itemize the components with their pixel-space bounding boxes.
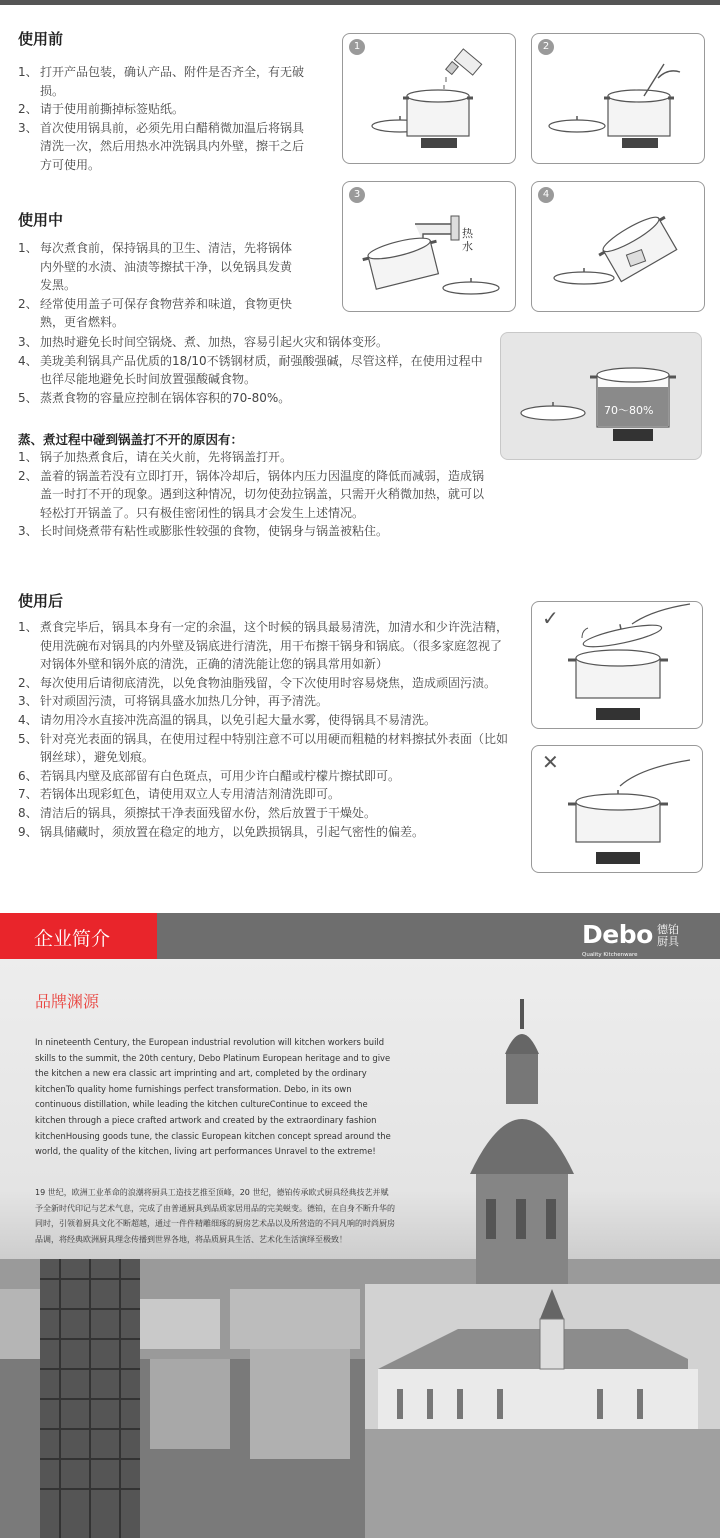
list-item bbox=[18, 618, 508, 674]
list-item-text: 美珑美利锅具产品优质的18/10不锈钢材质，耐强酸强碱，尽管这样，在使用过程中也徉尽能地避免长时间放置强酸碱食物。 bbox=[40, 353, 483, 387]
before-list bbox=[18, 63, 310, 175]
list-item-number: 9、 bbox=[18, 824, 38, 839]
list-item bbox=[18, 239, 300, 295]
capacity-label: 70～80% bbox=[604, 404, 654, 417]
list-item-text: 锅子加热煮食后，请在关火前，先将锅盖打开。 bbox=[40, 450, 293, 464]
list-item-number: 3、 bbox=[18, 120, 38, 135]
step-badge: 3 bbox=[349, 187, 365, 203]
figure-capacity bbox=[500, 332, 702, 460]
wrong-mark: ✕ bbox=[542, 750, 559, 774]
stir-pot-illustration bbox=[532, 34, 705, 164]
list-item-text: 针对顽固污渍，可将锅具盛水加热几分钟，再予清洗。 bbox=[40, 694, 329, 709]
list-item bbox=[18, 692, 508, 711]
list-item-number: 5、 bbox=[18, 731, 38, 746]
list-item-text: 加热时避免长时间空锅烧、煮、加热，容易引起火灾和锅体变形。 bbox=[40, 335, 389, 349]
hot-water-label: 热水 bbox=[462, 227, 473, 253]
list-item-number: 3、 bbox=[18, 694, 38, 709]
list-item bbox=[18, 448, 488, 467]
list-item bbox=[18, 295, 300, 332]
list-item-number: 5、 bbox=[18, 390, 38, 405]
brand-title: 品牌渊源 bbox=[35, 992, 100, 1011]
list-item-number: 3、 bbox=[18, 524, 38, 539]
list-item bbox=[18, 333, 488, 352]
list-item-text: 煮食完毕后，锅具本身有一定的余温，这个时候的锅具最易清洗，加清水和少许洗洁精，使用洗碗布对锅具的内外壁及锅底进行清洗，用干布擦干锅身和锅底。（很多家庭忽视了对锅体外壁和锅外底的清洗，正确的清洗能让您的锅具常用如新） bbox=[40, 620, 509, 672]
list-item-text: 针对亮光表面的锅具，在使用过程中特别注意不可以用硬而粗糙的材料擦拭外表面（比如钢丝球），避免划痕。 bbox=[40, 731, 509, 765]
list-item-number: 2、 bbox=[18, 468, 38, 483]
list-item-text: 每次使用后请彻底清洗，以免食物油脂残留，令下次使用时容易烧焦，造成顽固污渍。 bbox=[40, 675, 497, 690]
list-item-number: 8、 bbox=[18, 805, 38, 820]
company-banner-red bbox=[0, 913, 157, 959]
list-item-number: 4、 bbox=[18, 712, 38, 727]
dry-pot-illustration bbox=[532, 182, 705, 312]
list-item-text: 蒸煮食物的容量应控制在锅体容积的70-80%。 bbox=[40, 390, 291, 405]
list-item-text: 首次使用锅具前，必须先用白醋稍微加温后将锅具清洗一次，然后用热水冲洗锅具内外壁，擦干之后方可使用。 bbox=[40, 120, 305, 172]
during-list-a bbox=[18, 239, 300, 332]
figure-wrong bbox=[531, 745, 703, 873]
list-item-text: 清洁后的锅具，须擦拭干净表面残留水份，然后放置于干燥处。 bbox=[40, 805, 377, 820]
list-item-text: 盖着的锅盖若没有立即打开，锅体冷却后，锅体内压力因温度的降低而减弱，造成锅盖一时打不开的现象。遇到这种情况，切勿使劲拉锅盖，只需开火稍微加热，就可以轻松打开锅盖了。只有极佳密闭性的锅具才会发生上述情况。 bbox=[40, 468, 485, 520]
list-item-text: 长时间烧煮带有粘性或膨胀性较强的食物，使锅身与锅盖被粘住。 bbox=[40, 524, 389, 539]
during-heading: 使用中 bbox=[18, 211, 64, 229]
logo-cn: 德铂厨具 bbox=[657, 923, 679, 948]
list-item bbox=[18, 467, 488, 523]
list-item-number: 7、 bbox=[18, 787, 38, 802]
logo-word: Debo bbox=[582, 920, 653, 949]
before-heading: 使用前 bbox=[18, 30, 64, 48]
list-item-number: 1、 bbox=[18, 450, 38, 464]
lid-heading: 蒸、煮过程中碰到锅盖打不开的原因有： bbox=[18, 432, 244, 447]
brand-history-photo bbox=[0, 959, 720, 1538]
rinse-hot-water-illustration bbox=[343, 182, 516, 312]
company-banner bbox=[0, 913, 720, 959]
list-item-text: 每次煮食前，保持锅具的卫生、清洁，先将锅体内外壁的水渍、油渍等擦拭干净，以免锅具发黄发黑。 bbox=[40, 241, 293, 293]
after-heading: 使用后 bbox=[18, 592, 64, 610]
list-item-number: 1、 bbox=[18, 620, 38, 634]
figure-step-3 bbox=[342, 181, 516, 312]
list-item-number: 1、 bbox=[18, 241, 38, 255]
lid-list bbox=[18, 448, 488, 541]
brand-chinese-text: 19 世纪，欧洲工业革命的浪潮将厨具工造技艺推至顶峰，20 世纪，德铂传承欧式厨具经典技艺并赋予全新时代印记与艺术气息，完成了由普通厨具到品质家居用品的完美蜕变。德铂，在自身不断升华的同时，引领着厨具文化不断超越，通过一件件精雕细琢的厨房艺术品以及所营造的不同凡响的时尚厨房品调，将经典欧洲厨具理念传播到世界各地，将品质厨具生活、艺术化生活演绎至极致！ bbox=[35, 1188, 395, 1245]
step-badge: 2 bbox=[538, 39, 554, 55]
list-item-text: 经常使用盖子可保存食物营养和味道，食物更快熟，更省燃料。 bbox=[40, 296, 293, 330]
after-list bbox=[18, 618, 508, 841]
list-item-text: 若锅具内壁及底部留有白色斑点，可用少许白醋或柠檬片擦拭即可。 bbox=[40, 768, 401, 783]
list-item-text: 锅具储藏时，须放置在稳定的地方，以免跌损锅具，引起气密性的偏差。 bbox=[40, 824, 425, 839]
list-item bbox=[18, 711, 508, 730]
correct-mark: ✓ bbox=[542, 606, 559, 630]
list-item-text: 请于使用前撕掉标签贴纸。 bbox=[40, 102, 185, 117]
list-item bbox=[18, 823, 508, 842]
list-item bbox=[18, 63, 310, 100]
list-item bbox=[18, 522, 488, 541]
list-item bbox=[18, 804, 508, 823]
debo-logo bbox=[582, 920, 679, 958]
figure-step-2 bbox=[531, 33, 705, 164]
list-item-number: 4、 bbox=[18, 353, 38, 368]
during-list-b bbox=[18, 333, 488, 407]
list-item bbox=[18, 100, 310, 119]
capacity-illustration bbox=[501, 333, 702, 460]
brand-english-text: In nineteenth Century, the European industrial revolution will kitchen workers build skills to the summit, the 20th century, Debo Platinum European heritage and to give the kitchen a new era classic art imprinting and art, completed by the ordinary kitchenTo quality home furnishings perfect transformation. Debo, in its own continuous distillation, while leading the kitchen cultureContinue to exceed the kitchen through a piece crafted artwork and created by the extraordinary fashion kitchenHousing goods tune, the classic European kitchen concept spread around the world, the quality of the kitchen, living art performances Unravel to the extreme! bbox=[35, 1037, 391, 1157]
logo-tagline: Quality Kitchenware bbox=[582, 952, 638, 958]
list-item-number: 3、 bbox=[18, 335, 38, 349]
list-item-text: 请勿用冷水直接冲洗高温的锅具，以免引起大量水雾，使得锅具不易清洗。 bbox=[40, 712, 437, 727]
list-item bbox=[18, 674, 508, 693]
pour-vinegar-illustration bbox=[343, 34, 516, 164]
figure-step-1 bbox=[342, 33, 516, 164]
step-badge: 4 bbox=[538, 187, 554, 203]
step-badge: 1 bbox=[349, 39, 365, 55]
list-item-text: 打开产品包装，确认产品、附件是否齐全，有无破损。 bbox=[40, 65, 305, 98]
list-item bbox=[18, 352, 488, 389]
list-item bbox=[18, 785, 508, 804]
list-item-text: 若锅体出现彩虹色，请使用双立人专用清洁剂清洗即可。 bbox=[40, 787, 341, 802]
list-item-number: 6、 bbox=[18, 768, 38, 783]
figure-correct bbox=[531, 601, 703, 729]
list-item-number: 2、 bbox=[18, 296, 38, 311]
list-item bbox=[18, 119, 310, 175]
top-divider bbox=[0, 0, 720, 5]
figure-step-4 bbox=[531, 181, 705, 312]
list-item-number: 2、 bbox=[18, 102, 38, 117]
company-section-title: 企业简介 bbox=[34, 928, 111, 950]
list-item bbox=[18, 730, 508, 767]
list-item-number: 1、 bbox=[18, 65, 38, 79]
list-item-number: 2、 bbox=[18, 675, 38, 690]
list-item bbox=[18, 767, 508, 786]
list-item bbox=[18, 389, 488, 408]
